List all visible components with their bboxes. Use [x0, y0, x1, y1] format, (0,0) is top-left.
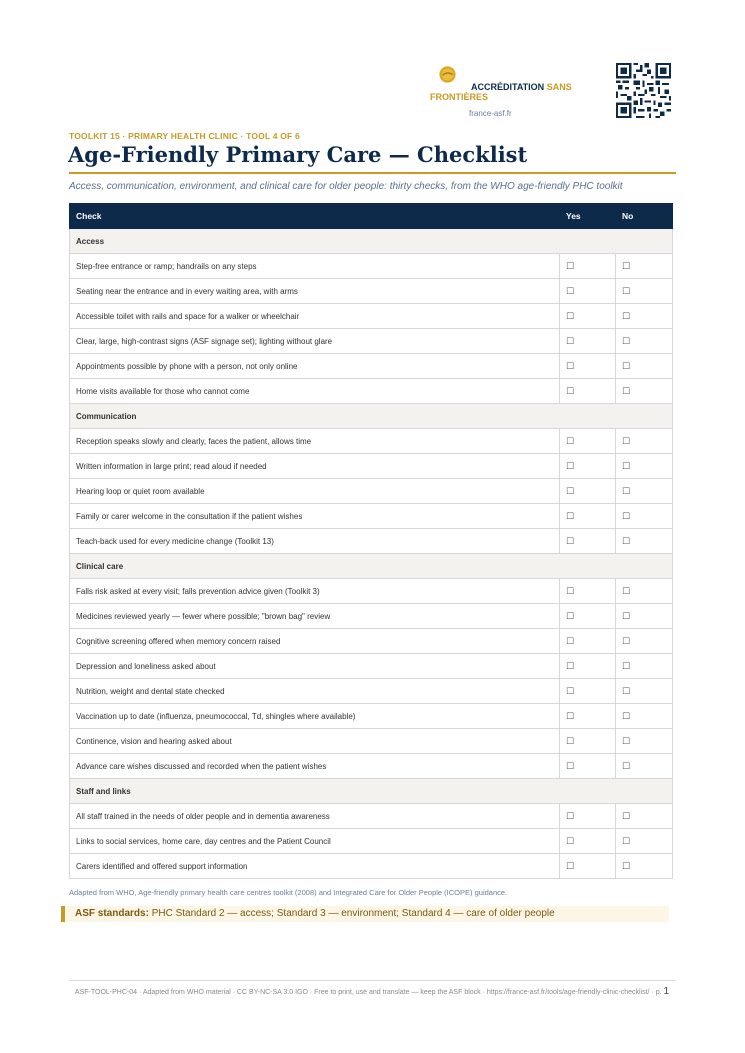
section-title: Staff and links [70, 779, 673, 804]
yes-checkbox[interactable]: ☐ [560, 504, 616, 529]
no-checkbox[interactable]: ☐ [616, 279, 673, 304]
standards-callout [61, 906, 669, 922]
brand-name [430, 82, 590, 102]
yes-checkbox[interactable]: ☐ [560, 529, 616, 554]
check-item-text: Step-free entrance or ramp; handrails on any steps [70, 254, 560, 279]
yes-checkbox[interactable]: ☐ [560, 479, 616, 504]
yes-checkbox[interactable]: ☐ [560, 604, 616, 629]
yes-checkbox[interactable]: ☐ [560, 579, 616, 604]
table-row [70, 804, 673, 829]
check-item-text: Home visits available for those who cannot come [70, 379, 560, 404]
table-row [70, 704, 673, 729]
no-checkbox[interactable]: ☐ [616, 329, 673, 354]
no-checkbox[interactable]: ☐ [616, 454, 673, 479]
table-row [70, 429, 673, 454]
yes-checkbox[interactable]: ☐ [560, 829, 616, 854]
check-item-text: Nutrition, weight and dental state checked [70, 679, 560, 704]
qr-code-icon [616, 63, 671, 118]
no-checkbox[interactable]: ☐ [616, 429, 673, 454]
yes-checkbox[interactable]: ☐ [560, 379, 616, 404]
table-row [70, 604, 673, 629]
no-checkbox[interactable]: ☐ [616, 379, 673, 404]
footer-text: ASF-TOOL-PHC-04 · Adapted from WHO material · CC BY-NC-SA 3.0 IGO · Free to print, use and translate — keep the ASF block · https://france-asf.fr/tools/age-friendly-clinic-checklist/ · p. [74, 989, 662, 996]
no-checkbox[interactable]: ☐ [616, 479, 673, 504]
yes-checkbox[interactable]: ☐ [560, 629, 616, 654]
check-item-text: Written information in large print; read aloud if needed [70, 454, 560, 479]
column-header-check: Check [70, 204, 560, 229]
check-item-text: Medicines reviewed yearly — fewer where possible; "brown bag" review [70, 604, 560, 629]
page-subtitle: Access, communication, environment, and clinical care for older people: thirty checks, from the WHO age-friendly PHC toolkit [69, 181, 623, 192]
no-checkbox[interactable]: ☐ [616, 829, 673, 854]
check-item-text: Cognitive screening offered when memory concern raised [70, 629, 560, 654]
section-row [70, 404, 673, 429]
check-item-text: Hearing loop or quiet room available [70, 479, 560, 504]
no-checkbox[interactable]: ☐ [616, 704, 673, 729]
yes-checkbox[interactable]: ☐ [560, 804, 616, 829]
column-header-no: No [616, 204, 673, 229]
table-row [70, 754, 673, 779]
table-row [70, 454, 673, 479]
yes-checkbox[interactable]: ☐ [560, 329, 616, 354]
no-checkbox[interactable]: ☐ [616, 354, 673, 379]
no-checkbox[interactable]: ☐ [616, 679, 673, 704]
checklist-table [69, 203, 673, 879]
no-checkbox[interactable]: ☐ [616, 254, 673, 279]
no-checkbox[interactable]: ☐ [616, 654, 673, 679]
yes-checkbox[interactable]: ☐ [560, 454, 616, 479]
brand-url[interactable]: france-asf.fr [469, 109, 512, 118]
table-row [70, 529, 673, 554]
section-row [70, 554, 673, 579]
yes-checkbox[interactable]: ☐ [560, 654, 616, 679]
table-row [70, 379, 673, 404]
table-row [70, 854, 673, 879]
check-item-text: Carers identified and offered support information [70, 854, 560, 879]
footer-divider [69, 980, 676, 981]
yes-checkbox[interactable]: ☐ [560, 729, 616, 754]
brand-name-part1: ACCRÉDITATION [471, 82, 545, 92]
table-row [70, 654, 673, 679]
brand-name-part2: SANS FRONTIÈRES [430, 82, 572, 102]
yes-checkbox[interactable]: ☐ [560, 704, 616, 729]
no-checkbox[interactable]: ☐ [616, 529, 673, 554]
title-divider [69, 172, 676, 174]
no-checkbox[interactable]: ☐ [616, 504, 673, 529]
table-header-row [70, 204, 673, 229]
table-row [70, 629, 673, 654]
table-row [70, 504, 673, 529]
yes-checkbox[interactable]: ☐ [560, 279, 616, 304]
no-checkbox[interactable]: ☐ [616, 304, 673, 329]
check-item-text: Appointments possible by phone with a person, not only online [70, 354, 560, 379]
yes-checkbox[interactable]: ☐ [560, 429, 616, 454]
check-item-text: Reception speaks slowly and clearly, faces the patient, allows time [70, 429, 560, 454]
gold-circle-logo-icon [439, 66, 456, 83]
yes-checkbox[interactable]: ☐ [560, 304, 616, 329]
check-item-text: Accessible toilet with rails and space for a walker or wheelchair [70, 304, 560, 329]
section-title: Clinical care [70, 554, 673, 579]
table-row [70, 729, 673, 754]
table-row [70, 279, 673, 304]
no-checkbox[interactable]: ☐ [616, 579, 673, 604]
check-item-text: Vaccination up to date (influenza, pneumococcal, Td, shingles where available) [70, 704, 560, 729]
check-item-text: Falls risk asked at every visit; falls prevention advice given (Toolkit 3) [70, 579, 560, 604]
check-item-text: Teach-back used for every medicine change (Toolkit 13) [70, 529, 560, 554]
standards-text: PHC Standard 2 — access; Standard 3 — environment; Standard 4 — care of older people [151, 908, 555, 919]
section-title: Communication [70, 404, 673, 429]
section-title: Access [70, 229, 673, 254]
no-checkbox[interactable]: ☐ [616, 854, 673, 879]
yes-checkbox[interactable]: ☐ [560, 854, 616, 879]
standards-label: ASF standards: [75, 908, 149, 919]
page-title: Age-Friendly Primary Care — Checklist [68, 142, 528, 167]
table-row [70, 354, 673, 379]
check-item-text: All staff trained in the needs of older people and in dementia awareness [70, 804, 560, 829]
yes-checkbox[interactable]: ☐ [560, 354, 616, 379]
no-checkbox[interactable]: ☐ [616, 604, 673, 629]
check-item-text: Advance care wishes discussed and recorded when the patient wishes [70, 754, 560, 779]
check-item-text: Seating near the entrance and in every waiting area, with arms [70, 279, 560, 304]
table-row [70, 304, 673, 329]
yes-checkbox[interactable]: ☐ [560, 679, 616, 704]
no-checkbox[interactable]: ☐ [616, 629, 673, 654]
table-row [70, 579, 673, 604]
toolkit-eyebrow: TOOLKIT 15 · PRIMARY HEALTH CLINIC · TOOL 4 OF 6 [69, 131, 300, 141]
check-item-text: Depression and loneliness asked about [70, 654, 560, 679]
section-row [70, 779, 673, 804]
page-number: 1 [663, 986, 670, 997]
table-row [70, 479, 673, 504]
check-item-text: Family or carer welcome in the consultation if the patient wishes [70, 504, 560, 529]
table-row [70, 679, 673, 704]
table-row [70, 254, 673, 279]
checklist-body [70, 229, 673, 879]
table-row [70, 829, 673, 854]
no-checkbox[interactable]: ☐ [616, 754, 673, 779]
yes-checkbox[interactable]: ☐ [560, 754, 616, 779]
page-footer [66, 986, 678, 998]
table-row [70, 329, 673, 354]
no-checkbox[interactable]: ☐ [616, 804, 673, 829]
yes-checkbox[interactable]: ☐ [560, 254, 616, 279]
section-row [70, 229, 673, 254]
check-item-text: Continence, vision and hearing asked about [70, 729, 560, 754]
column-header-yes: Yes [560, 204, 616, 229]
check-item-text: Links to social services, home care, day centres and the Patient Council [70, 829, 560, 854]
no-checkbox[interactable]: ☐ [616, 729, 673, 754]
check-item-text: Clear, large, high-contrast signs (ASF signage set); lighting without glare [70, 329, 560, 354]
source-note: Adapted from WHO, Age-friendly primary health care centres toolkit (2008) and Integrated Care for Older People (ICOPE) guidance. [69, 888, 508, 897]
